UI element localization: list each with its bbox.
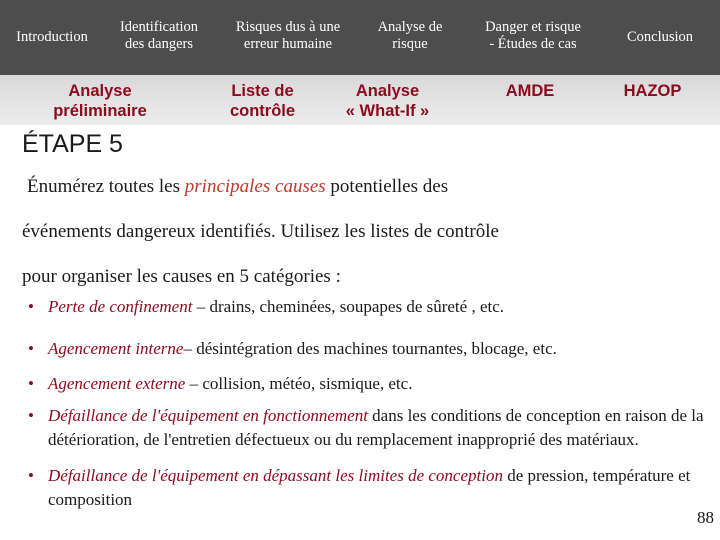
bullet-icon: • [28,374,34,393]
subnav-amde[interactable]: AMDE [505,82,555,100]
intro-paragraph [22,172,682,291]
subnav-liste-de-controle[interactable]: Liste de contrôle [229,82,296,120]
subnav-analyse-what-if[interactable]: Analyse « What-If » [345,82,430,120]
intro-line-1-end: potentielles des [325,176,449,197]
list-item [28,372,718,396]
bullet-icon: • [28,406,34,425]
intro-line-1 [22,172,682,201]
category-name: Agencement externe [48,374,186,393]
cause-categories-list [28,295,718,512]
nav-conclusion[interactable]: Conclusion [626,29,694,45]
intro-line-3: pour organiser les causes en 5 catégories : [22,266,341,287]
subnav-analyse-preliminaire[interactable]: Analyse préliminaire [53,82,147,120]
category-name: Défaillance de l'équipement en fonctionnement [48,406,368,425]
category-description: – drains, cheminées, soupapes de sûreté , etc. [192,297,505,316]
list-item [28,337,718,361]
bullet-icon: • [28,339,34,358]
list-item [28,404,718,452]
list-item [28,295,718,319]
list-item [28,464,718,512]
bullet-icon: • [28,297,34,316]
nav-risques-erreur-humaine[interactable]: Risques dus à une erreur humaine [235,19,341,52]
step-title: ÉTAPE 5 [22,130,123,158]
nav-identification-des-dangers[interactable]: Identification des dangers [119,19,199,52]
category-description: – désintégration des machines tournantes, blocage, etc. [183,339,557,358]
category-description: – collision, météo, sismique, etc. [185,374,413,393]
category-name: Agencement interne [48,339,184,358]
category-name: Défaillance de l'équipement en dépassant les limites de conception [48,466,503,485]
subnav-hazop[interactable]: HAZOP [623,82,682,100]
category-name: Perte de confinement [48,297,193,316]
nav-analyse-de-risque[interactable]: Analyse de risque [377,19,443,52]
nav-introduction[interactable]: Introduction [16,29,88,45]
nav-danger-et-risque-etudes[interactable]: Danger et risque - Études de cas [485,19,581,52]
intro-line-2: événements dangereux identifiés. Utilisez les listes de contrôle [22,221,499,242]
category-description: dans les conditions de conception en raison de la détérioration, de l'entretien défectueux ou du remplacement inapproprié des matériaux. [48,406,704,449]
page-number: 88 [697,508,714,527]
intro-line-1-start: Énumérez toutes les [27,176,185,197]
top-navigation [0,0,720,75]
category-description: de pression, température et composition [48,466,691,509]
sub-navigation [0,75,720,125]
bullet-icon: • [28,466,34,485]
intro-emphasis: principales causes [184,176,326,197]
